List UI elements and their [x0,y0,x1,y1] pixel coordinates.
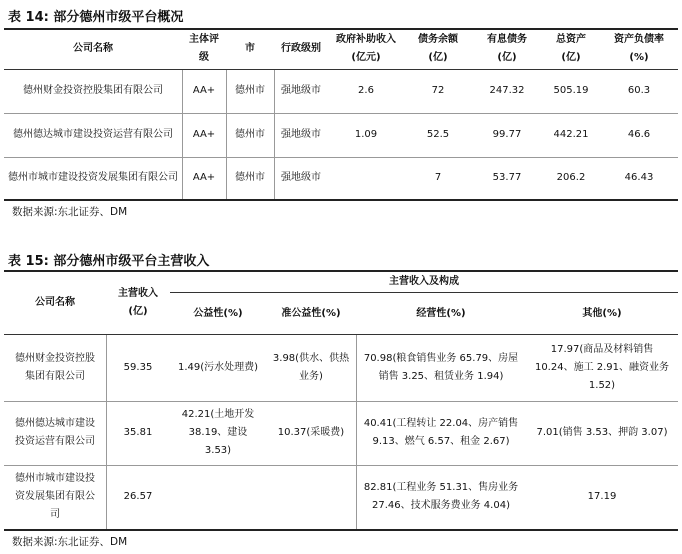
t14-h-subsidy: 政府补助收入(亿元) [336,34,396,63]
t15-r2-semipublic: 10.37(采暖费) [277,427,345,438]
t15-h-semipublic: 准公益性(%) [281,307,341,319]
t14-r1-level: 强地级市 [281,85,321,96]
t15-h-group: 主营收入及构成 [389,276,459,287]
t14-source: 数据来源:东北证券、DM [12,206,128,218]
table15-title: 表 15: 部分德州市级平台主营收入 [8,254,210,269]
t14-h-debt: 债务余额(亿) [418,34,458,63]
t15-r3-semipublic [270,466,352,528]
t15-h-operating: 经营性(%) [416,307,466,319]
t14-h-name: 公司名称 [73,43,113,54]
t14-r2-assets: 442.21 [553,129,589,140]
t15-r1-name: 德州财金投资控股集团有限公司 [15,353,95,382]
t14-r2-ratio: 46.6 [627,129,651,140]
table14-title: 表 14: 部分德州市级平台概况 [8,10,184,25]
t14-r3-name: 德州市城市建设投资发展集团有限公司 [8,172,178,183]
t14-r3-subsidy [328,158,404,198]
t14-r2-name: 德州德达城市建设投资运营有限公司 [13,129,173,140]
t15-r1-revenue: 59.35 [123,362,153,373]
t14-r2-debt: 52.5 [426,129,450,140]
t14-r3-level: 强地级市 [281,172,321,183]
t15-r3-operating: 82.81(工程业务 51.31、售房业务 27.46、技术服务费业务 4.04) [363,482,519,511]
t14-r1-rating: AA+ [192,85,216,96]
t14-r2-city: 德州市 [235,129,265,140]
t14-r2-interest-debt: 99.77 [492,129,522,140]
t15-h-name: 公司名称 [35,297,75,308]
t14-col-divider [182,70,183,199]
t14-r2-level: 强地级市 [281,129,321,140]
t14-r3-interest-debt: 53.77 [492,172,522,183]
t14-h-rating: 主体评级 [189,34,219,63]
t15-r3-public [176,466,260,528]
t14-r3-ratio: 46.43 [624,172,654,183]
t15-source: 数据来源:东北证券、DM [12,536,128,548]
t15-r2-public: 42.21(土地开发 38.19、建设 3.53) [181,409,255,456]
t14-r1-debt: 72 [431,85,445,96]
t15-r2-operating: 40.41(工程转让 22.04、房产销售 9.13、燃气 6.57、租金 2.67) [363,418,519,447]
t14-r3-rating: AA+ [192,172,216,183]
t15-r3-name: 德州市城市建设投资发展集团有限公司 [15,473,95,520]
t14-r3-assets: 206.2 [556,172,586,183]
t14-r1-city: 德州市 [235,85,265,96]
t15-col-divider [106,335,107,529]
t14-h-assets: 总资产(亿) [556,34,586,63]
t14-r1-ratio: 60.3 [627,85,651,96]
t14-h-ratio: 资产负债率(%) [614,34,664,63]
t14-col-divider [274,70,275,199]
t15-r3-other: 17.19 [587,491,617,502]
t14-h-level: 行政级别 [281,43,321,54]
t14-r1-assets: 505.19 [553,85,589,96]
t14-bottom-rule [4,199,678,201]
t14-r1-subsidy: 2.6 [358,85,374,96]
t14-r1-name: 德州财金投资控股集团有限公司 [23,85,163,96]
t14-r3-city: 德州市 [235,172,265,183]
t15-h-revenue: 主营收入(亿) [118,288,158,317]
t15-r1-operating: 70.98(粮食销售业务 65.79、房屋销售 3.25、租赁业务 1.94) [363,353,519,382]
t15-r1-other: 17.97(商品及材料销售 10.24、施工 2.91、融资业务 1.52) [534,344,670,391]
t14-h-city: 市 [245,43,255,54]
t14-r3-debt: 7 [434,172,442,183]
t15-r2-revenue: 35.81 [123,427,153,438]
t15-h-public: 公益性(%) [193,307,243,319]
t14-h-interest-debt: 有息债务(亿) [487,34,527,63]
t15-h-other: 其他(%) [582,307,622,319]
t15-r1-public: 1.49(污水处理费) [177,362,259,373]
t15-r3-revenue: 26.57 [123,491,153,502]
t14-r2-rating: AA+ [192,129,216,140]
t15-r2-other: 7.01(销售 3.53、押韵 3.07) [536,427,668,438]
t15-col-divider [356,335,357,529]
t14-col-divider [226,70,227,199]
t14-r2-subsidy: 1.09 [354,129,378,140]
t14-r1-interest-debt: 247.32 [489,85,525,96]
t15-r2-name: 德州德达城市建设投资运营有限公司 [15,418,95,447]
t15-bottom-rule [4,529,678,531]
t15-r1-semipublic: 3.98(供水、供热业务) [272,353,350,382]
